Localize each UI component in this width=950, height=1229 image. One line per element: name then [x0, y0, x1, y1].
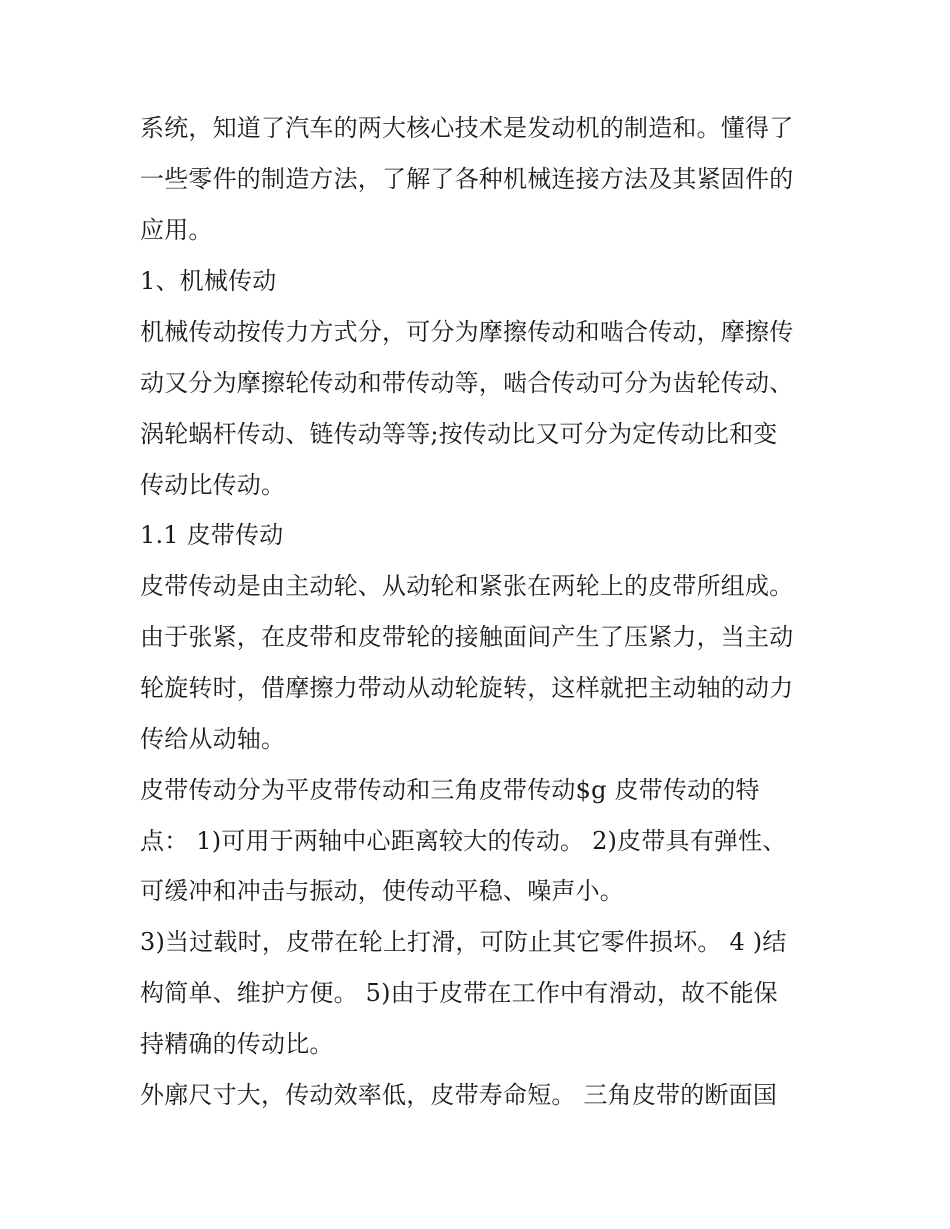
text-line: 构简单、维护方便。 5)由于皮带在工作中有滑动，故不能保: [140, 979, 778, 1007]
text-line: 系统，知道了汽车的两大核心技术是发动机的制造和。懂得了: [140, 114, 794, 142]
text-line: 由于张紧，在皮带和皮带轮的接触面间产生了压紧力，当主动: [140, 623, 794, 651]
text-line: 涡轮蜗杆传动、链传动等等;按传动比又可分为定传动比和变: [140, 420, 778, 448]
text-line: 一些零件的制造方法，了解了各种机械连接方法及其紧固件的: [140, 165, 794, 193]
text-line: 传动比传动。: [140, 471, 286, 499]
text-line: 可缓冲和冲击与振动，使传动平稳、噪声小。: [140, 877, 624, 905]
text-line: 动又分为摩擦轮传动和带传动等，啮合传动可分为齿轮传动、: [140, 369, 794, 397]
section-heading: 1、机械传动: [140, 267, 277, 295]
text-line: 机械传动按传力方式分，可分为摩擦传动和啮合传动，摩擦传: [140, 318, 794, 346]
text-line: 皮带传动分为平皮带传动和三角皮带传动$g 皮带传动的特: [140, 776, 760, 804]
text-line: 应用。: [140, 216, 213, 244]
text-line: 持精确的传动比。: [140, 1030, 334, 1058]
text-line: 轮旋转时，借摩擦力带动从动轮旋转，这样就把主动轴的动力: [140, 674, 794, 702]
text-line: 点： 1)可用于两轴中心距离较大的传动。 2)皮带具有弹性、: [140, 827, 787, 855]
text-line: 皮带传动是由主动轮、从动轮和紧张在两轮上的皮带所组成。: [140, 572, 794, 600]
subsection-heading: 1.1 皮带传动: [140, 521, 284, 549]
text-line: 外廓尺寸大，传动效率低，皮带寿命短。 三角皮带的断面国: [140, 1081, 778, 1109]
text-line: 传给从动轴。: [140, 725, 286, 753]
text-line: 3)当过载时，皮带在轮上打滑，可防止其它零件损坏。 4 )结: [140, 928, 787, 956]
